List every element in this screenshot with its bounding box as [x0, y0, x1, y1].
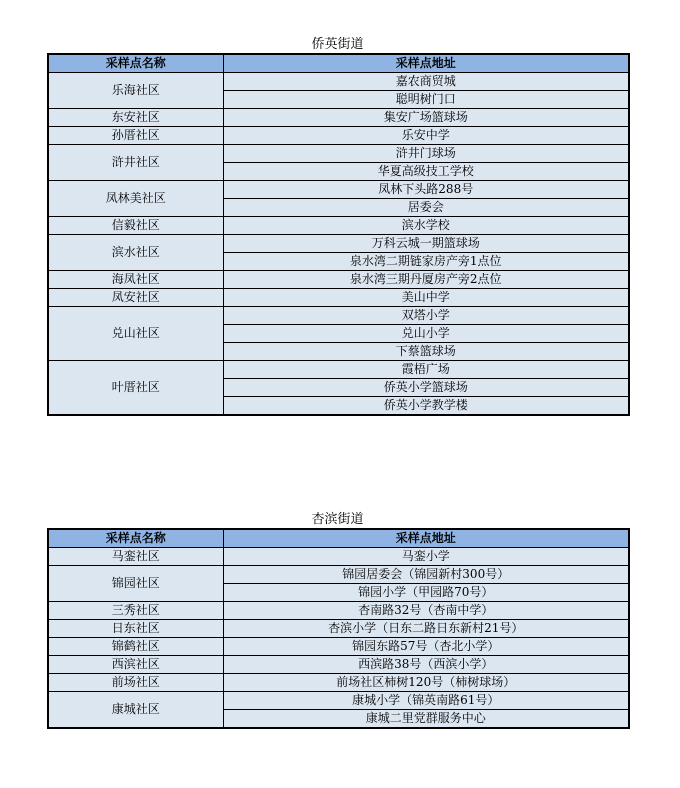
address-cell: 侨英小学教学楼 [223, 397, 629, 416]
address-cell: 马銮小学 [223, 548, 629, 566]
community-name-cell: 马銮社区 [48, 548, 223, 566]
address-cell: 浒井门球场 [223, 145, 629, 163]
address-cell: 锦园居委会（锦园新村300号） [223, 566, 629, 584]
community-name-cell: 海凤社区 [48, 271, 223, 289]
table-row [48, 656, 629, 674]
community-name-cell: 凤林美社区 [48, 181, 223, 217]
community-name-cell: 浒井社区 [48, 145, 223, 181]
address-cell: 杏滨小学（日东二路日东新村21号） [223, 620, 629, 638]
community-name-cell: 兑山社区 [48, 307, 223, 361]
table-row [48, 181, 629, 199]
table-row [48, 602, 629, 620]
address-cell: 华夏高级技工学校 [223, 163, 629, 181]
address-cell: 锦园东路57号（杏北小学） [223, 638, 629, 656]
table-row [48, 692, 629, 710]
address-cell: 泉水湾二期链家房产旁1点位 [223, 253, 629, 271]
community-name-cell: 凤安社区 [48, 289, 223, 307]
address-cell: 康城二里党群服务中心 [223, 710, 629, 729]
community-name-cell: 乐海社区 [48, 73, 223, 109]
address-cell: 集安广场篮球场 [223, 109, 629, 127]
table-row [48, 109, 629, 127]
address-cell: 聪明树门口 [223, 91, 629, 109]
address-cell: 侨英小学篮球场 [223, 379, 629, 397]
sampling-table [47, 53, 630, 416]
section-title: 侨英街道 [311, 37, 364, 52]
table-row [48, 674, 629, 692]
section-title: 杏滨街道 [311, 512, 364, 527]
address-cell: 居委会 [223, 199, 629, 217]
address-cell: 西滨路38号（西滨小学） [223, 656, 629, 674]
community-name-cell: 三秀社区 [48, 602, 223, 620]
table-row [48, 235, 629, 253]
table-row [48, 217, 629, 235]
address-cell: 乐安中学 [223, 127, 629, 145]
address-cell: 霞梧广场 [223, 361, 629, 379]
header-row [48, 529, 629, 548]
table-row [48, 620, 629, 638]
address-cell: 滨水学校 [223, 217, 629, 235]
address-cell: 万科云城一期篮球场 [223, 235, 629, 253]
header-address: 采样点地址 [223, 54, 629, 73]
community-name-cell: 滨水社区 [48, 235, 223, 271]
table-row [48, 271, 629, 289]
table-row [48, 145, 629, 163]
table-row [48, 361, 629, 379]
table-row [48, 307, 629, 325]
header-name: 采样点名称 [48, 54, 223, 73]
table-row [48, 566, 629, 584]
table-row [48, 548, 629, 566]
header-address: 采样点地址 [223, 529, 629, 548]
address-cell: 下蔡篮球场 [223, 343, 629, 361]
table-row [48, 638, 629, 656]
section-xingbin [47, 511, 628, 729]
header-name: 采样点名称 [48, 529, 223, 548]
community-name-cell: 锦鹤社区 [48, 638, 223, 656]
community-name-cell: 孙厝社区 [48, 127, 223, 145]
community-name-cell: 锦园社区 [48, 566, 223, 602]
address-cell: 康城小学（锦英南路61号） [223, 692, 629, 710]
sampling-table [47, 528, 630, 729]
header-row [48, 54, 629, 73]
address-cell: 双塔小学 [223, 307, 629, 325]
community-name-cell: 西滨社区 [48, 656, 223, 674]
table-row [48, 127, 629, 145]
table-row [48, 73, 629, 91]
community-name-cell: 东安社区 [48, 109, 223, 127]
address-cell: 兑山小学 [223, 325, 629, 343]
community-name-cell: 日东社区 [48, 620, 223, 638]
address-cell: 杏南路32号（杏南中学） [223, 602, 629, 620]
address-cell: 美山中学 [223, 289, 629, 307]
community-name-cell: 叶厝社区 [48, 361, 223, 416]
address-cell: 锦园小学（甲园路70号） [223, 584, 629, 602]
community-name-cell: 前场社区 [48, 674, 223, 692]
community-name-cell: 康城社区 [48, 692, 223, 729]
table-row [48, 289, 629, 307]
address-cell: 凤林下头路288号 [223, 181, 629, 199]
section-qiaoying [47, 36, 628, 416]
address-cell: 前场社区柿树120号（柿树球场） [223, 674, 629, 692]
address-cell: 嘉农商贸城 [223, 73, 629, 91]
community-name-cell: 信毅社区 [48, 217, 223, 235]
address-cell: 泉水湾三期丹厦房产旁2点位 [223, 271, 629, 289]
